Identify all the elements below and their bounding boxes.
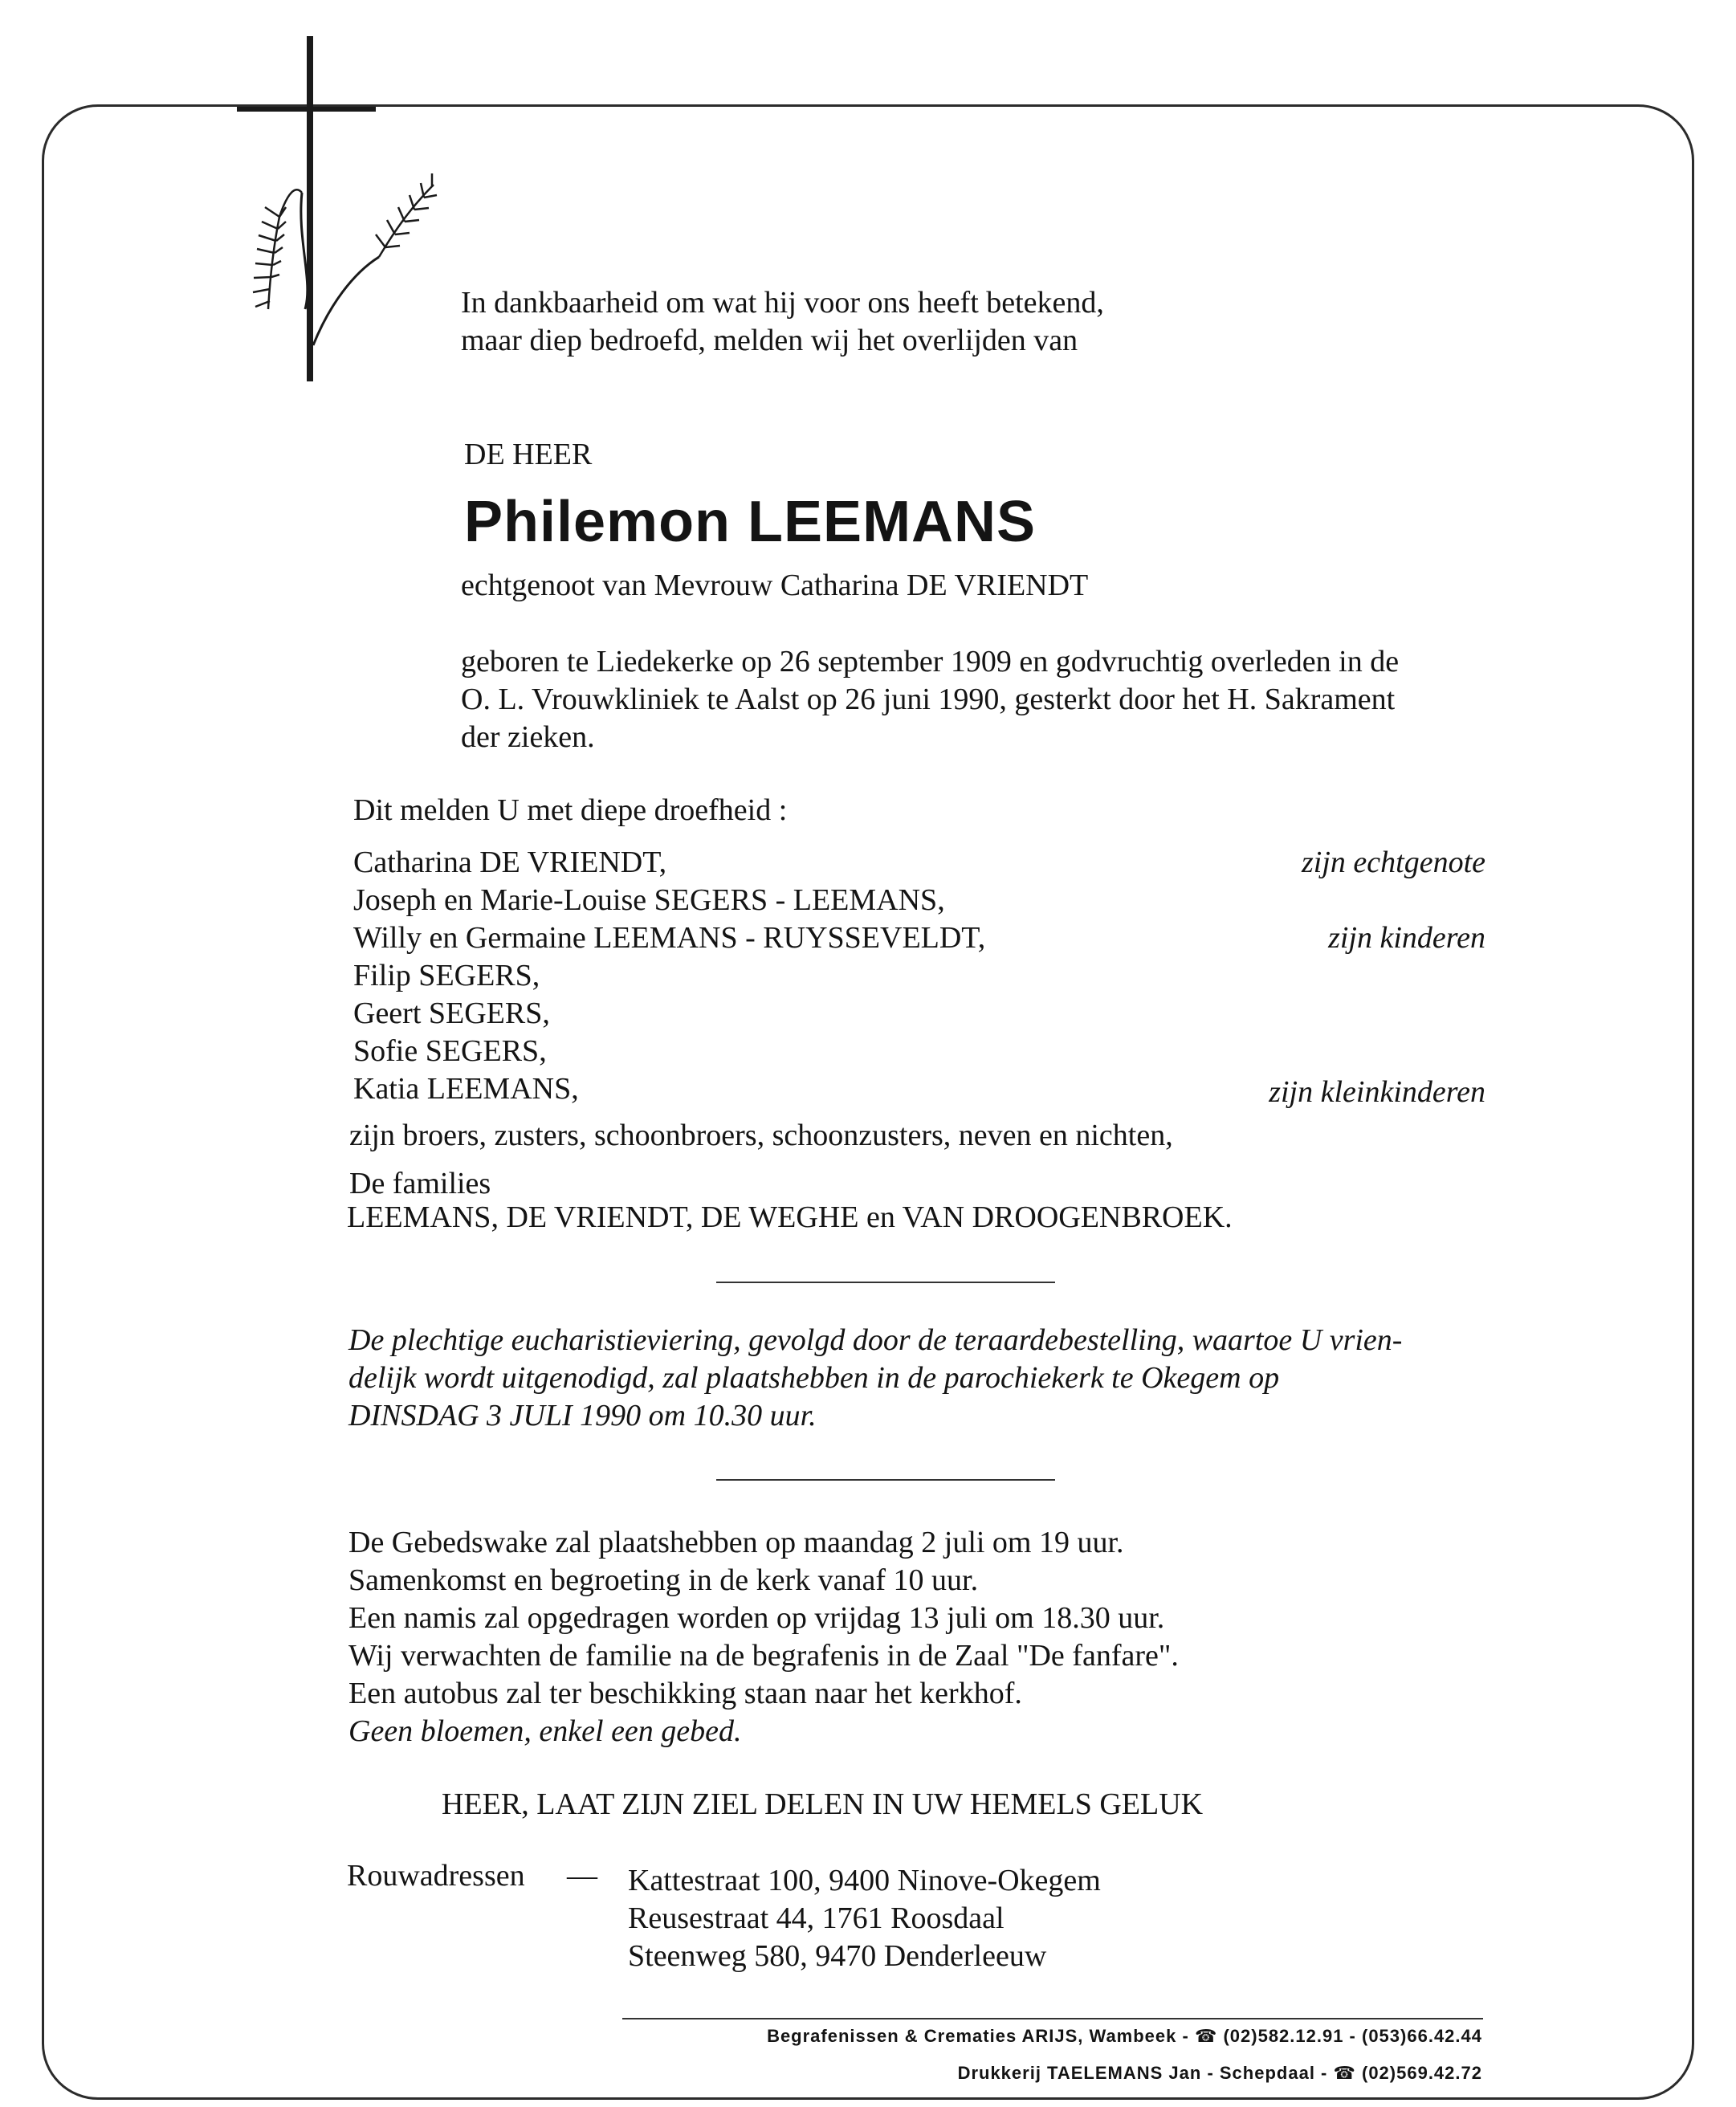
address-line: Steenweg 580, 9470 Denderleeuw	[628, 1939, 1047, 1973]
separator-line	[716, 1479, 1055, 1481]
service-line-2: delijk wordt uitgenodigd, zal plaatshebben in de parochiekerk te Okegem op	[348, 1361, 1280, 1395]
families-label: De families	[349, 1167, 491, 1200]
spouse-line: echtgenoot van Mevrouw Catharina DE VRIENDT	[461, 569, 1089, 602]
address-line: Reusestraat 44, 1761 Roosdaal	[628, 1901, 1005, 1935]
printer-line: Drukkerij TAELEMANS Jan - Schepdaal - ☎ (02)569.42.72	[957, 2063, 1482, 2083]
intro-line-1: In dankbaarheid om wat hij voor ons heeft betekend,	[461, 286, 1104, 320]
address-line: Kattestraat 100, 9400 Ninove-Okegem	[628, 1864, 1101, 1897]
mourner-item: Willy en Germaine LEEMANS - RUYSSEVELDT,	[353, 921, 986, 955]
deceased-name: Philemon LEEMANS	[464, 490, 1037, 554]
mourner-item: Geert SEGERS,	[353, 996, 550, 1030]
cross-with-wheat-icon	[193, 32, 482, 385]
relation-children: zijn kinderen	[1328, 921, 1485, 955]
notice-line-4: Wij verwachten de familie na de begrafenis in de Zaal "De fanfare".	[348, 1639, 1179, 1673]
service-line-1: De plechtige eucharistieviering, gevolgd door de teraardebestelling, waartoe U vrien-	[348, 1323, 1403, 1357]
siblings-line: zijn broers, zusters, schoonbroers, schoonzusters, neven en nichten,	[349, 1119, 1173, 1152]
separator-line	[716, 1282, 1055, 1283]
families-names: LEEMANS, DE VRIENDT, DE WEGHE en VAN DROOGENBROEK.	[347, 1200, 1233, 1234]
prayer-line: HEER, LAAT ZIJN ZIEL DELEN IN UW HEMELS GELUK	[442, 1787, 1204, 1821]
mourner-item: Filip SEGERS,	[353, 959, 540, 992]
footer-rule	[622, 2018, 1483, 2019]
funeral-home-line: Begrafenissen & Crematies ARIJS, Wambeek - ☎ (02)582.12.91 - (053)66.42.44	[767, 2026, 1482, 2046]
addresses-label: Rouwadressen	[347, 1859, 525, 1893]
addresses-dash: —	[567, 1859, 597, 1893]
birth-death-line-2: O. L. Vrouwkliniek te Aalst op 26 juni 1990, gesterkt door het H. Sakrament	[461, 683, 1396, 716]
relation-grandchildren: zijn kleinkinderen	[1269, 1075, 1485, 1109]
relation-spouse: zijn echtgenote	[1302, 846, 1485, 879]
birth-death-line-1: geboren te Liedekerke op 26 september 1909 en godvruchtig overleden in de	[461, 645, 1400, 679]
mourner-item: Katia LEEMANS,	[353, 1072, 579, 1106]
mourner-item: Catharina DE VRIENDT,	[353, 846, 667, 879]
mourner-item: Joseph en Marie-Louise SEGERS - LEEMANS,	[353, 883, 945, 917]
deceased-title: DE HEER	[464, 438, 593, 471]
no-flowers-line: Geen bloemen, enkel een gebed.	[348, 1714, 742, 1748]
notice-line-2: Samenkomst en begroeting in de kerk vanaf 10 uur.	[348, 1563, 979, 1597]
notice-line-5: Een autobus zal ter beschikking staan naar het kerkhof.	[348, 1677, 1022, 1710]
birth-death-line-3: der zieken.	[461, 720, 595, 754]
mourners-intro: Dit melden U met diepe droefheid :	[353, 793, 788, 827]
mourner-item: Sofie SEGERS,	[353, 1034, 547, 1068]
notice-line-1: De Gebedswake zal plaatshebben op maandag 2 juli om 19 uur.	[348, 1526, 1124, 1559]
service-line-3: DINSDAG 3 JULI 1990 om 10.30 uur.	[348, 1399, 817, 1433]
notice-line-3: Een namis zal opgedragen worden op vrijdag 13 juli om 18.30 uur.	[348, 1601, 1165, 1635]
intro-line-2: maar diep bedroefd, melden wij het overlijden van	[461, 324, 1078, 357]
